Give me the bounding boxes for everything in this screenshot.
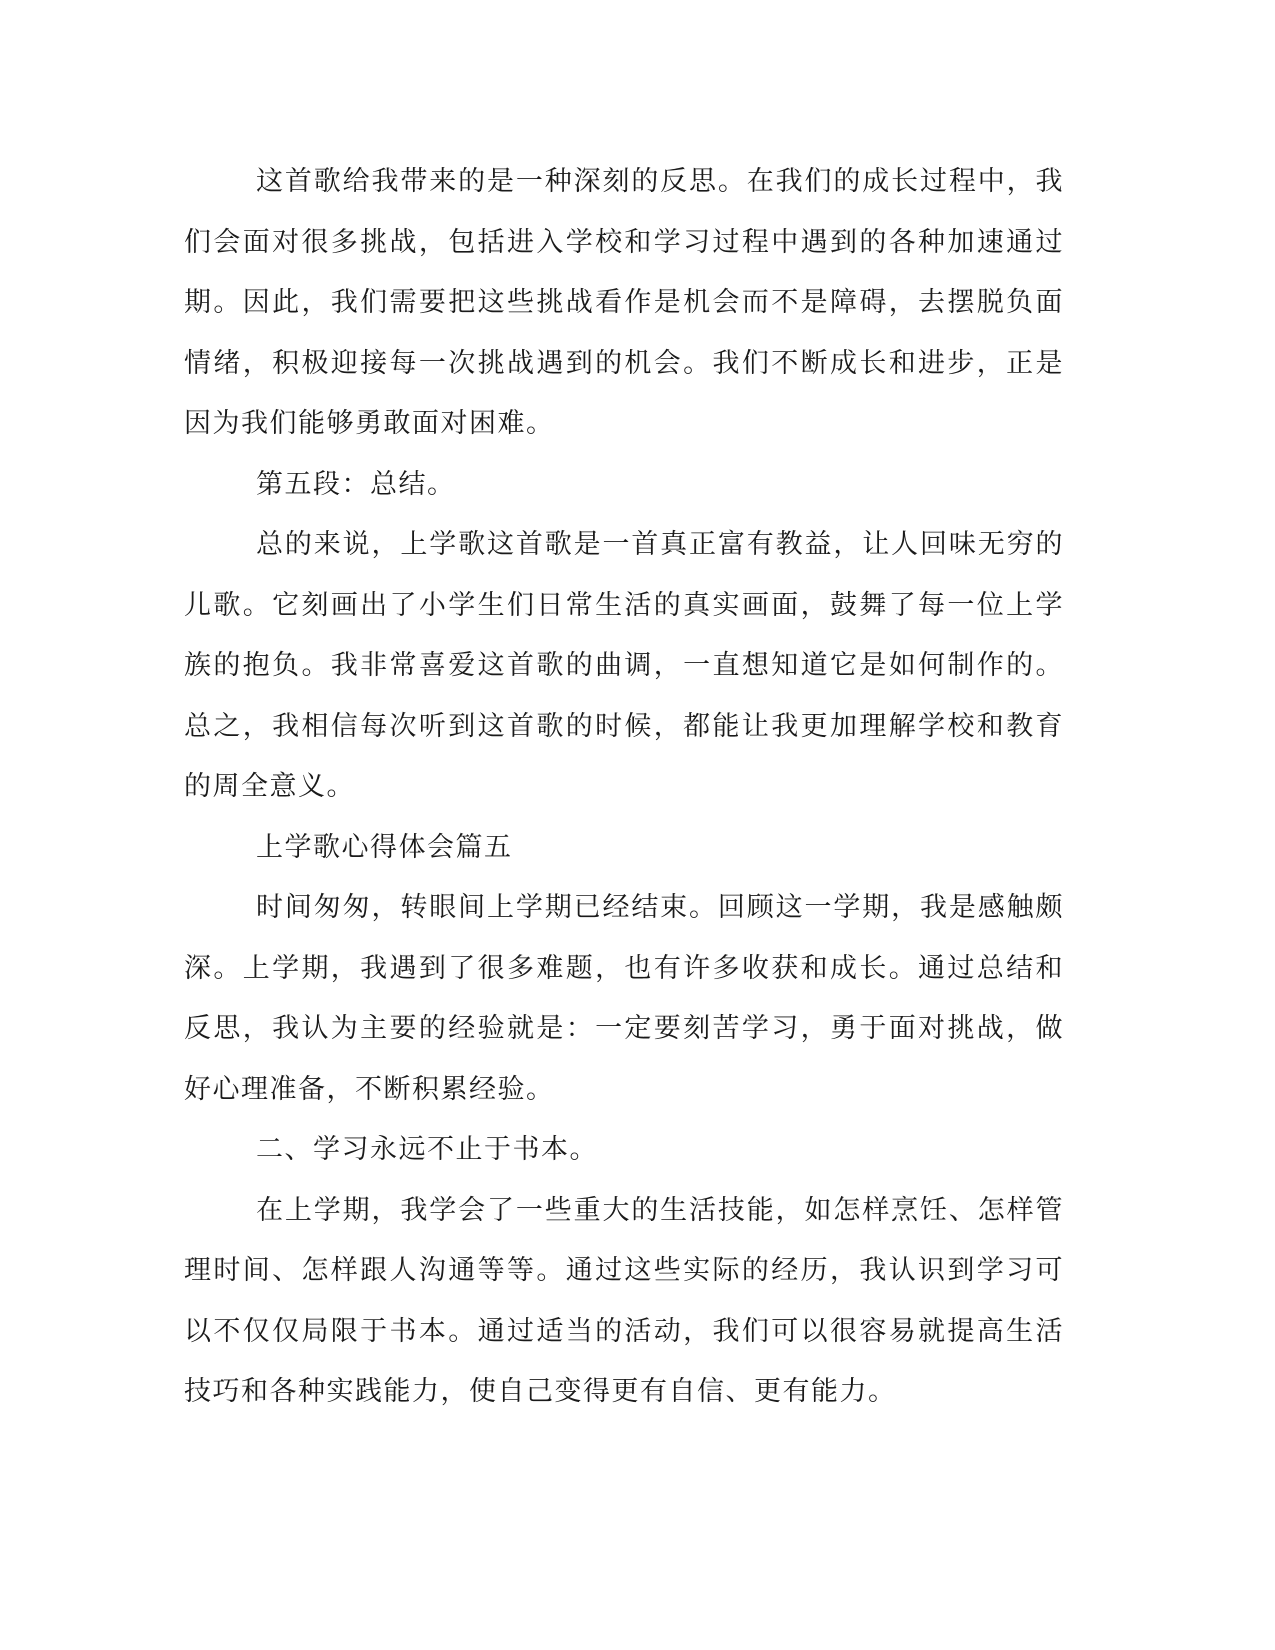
paragraph-life-skills: 在上学期，我学会了一些重大的生活技能，如怎样烹饪、怎样管理时间、怎样跟人沟通等等。通过这些实际的经历，我认识到学习可以不仅仅局限于书本。通过适当的活动，我们可以很容易就提高生活技巧和各种实践能力，使自己变得更有自信、更有能力。: [184, 1194, 1064, 1407]
section-heading-beyond-books: 二、学习永远不止于书本。: [256, 1134, 598, 1165]
paragraph-summary: 总的来说，上学歌这首歌是一首真正富有教益，让人回味无穷的儿歌。它刻画出了小学生们日常生活的真实画面，鼓舞了每一位上学族的抱负。我非常喜爱这首歌的曲调，一直想知道它是如何制作的。总之，我相信每次听到这首歌的时候，都能让我更加理解学校和教育的周全意义。: [184, 529, 1064, 802]
document-body: [184, 152, 1064, 1423]
article-title-part-five: 上学歌心得体会篇五: [256, 831, 513, 863]
section-heading-part-five: 第五段：总结。: [256, 468, 456, 500]
paragraph-semester-review: 时间匆匆，转眼间上学期已经结束。回顾这一学期，我是感触颇深。上学期，我遇到了很多难题，也有许多收获和成长。通过总结和反思，我认为主要的经验就是：一定要刻苦学习，勇于面对挑战，做好心理准备，不断积累经验。: [184, 892, 1064, 1105]
paragraph-reflection: 这首歌给我带来的是一种深刻的反思。在我们的成长过程中，我们会面对很多挑战，包括进入学校和学习过程中遇到的各种加速通过期。因此，我们需要把这些挑战看作是机会而不是障碍，去摆脱负面情绪，积极迎接每一次挑战遇到的机会。我们不断成长和进步，正是因为我们能够勇敢面对困难。: [184, 166, 1064, 439]
